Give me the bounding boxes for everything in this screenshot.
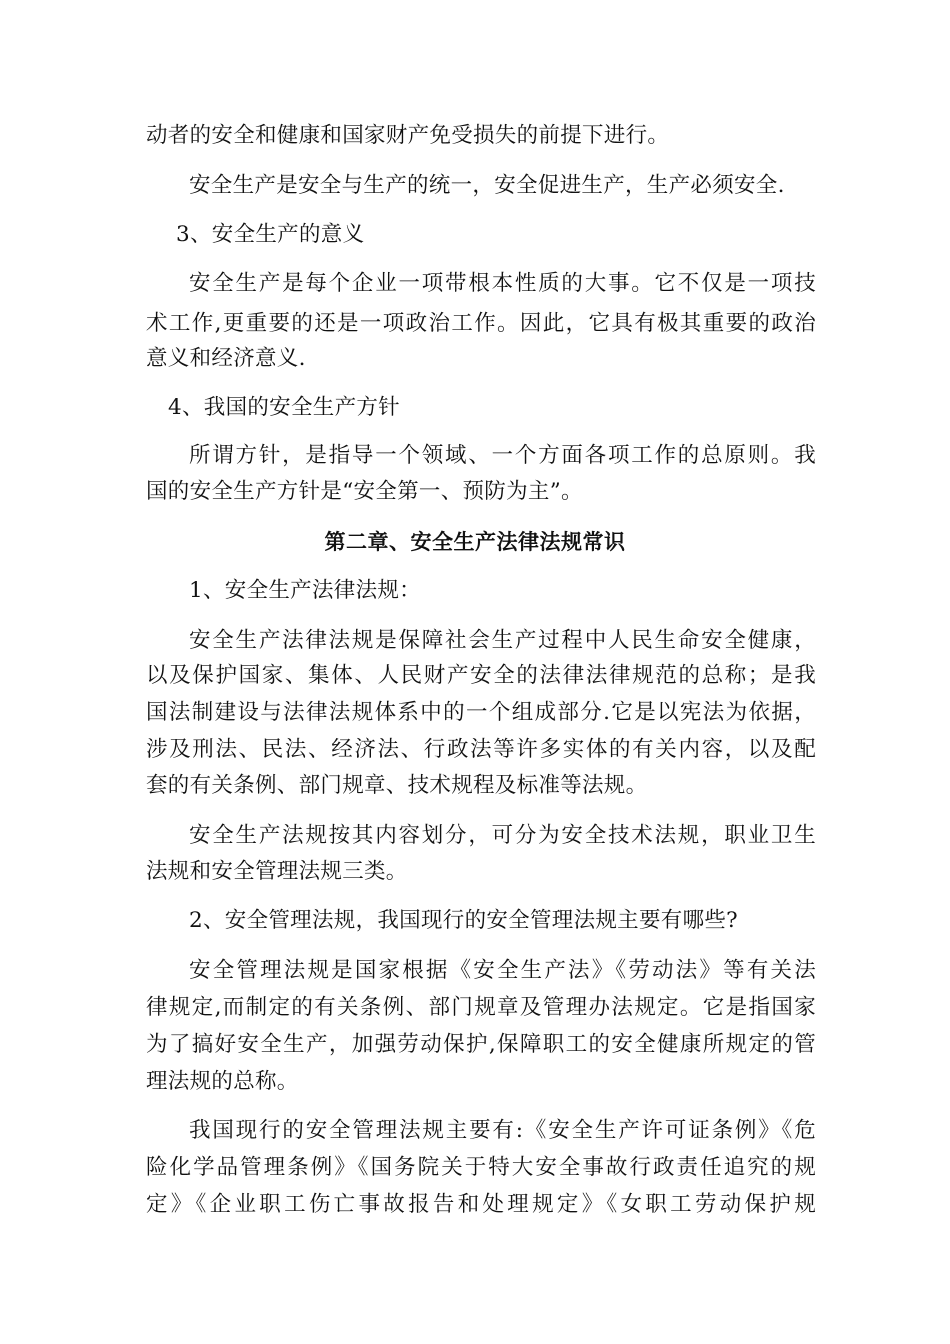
paragraph-line: 法规和安全管理法规三类。: [146, 859, 408, 884]
paragraph-line: 安全生产法规按其内容划分，可分为安全技术法规，职业卫生: [189, 823, 816, 848]
paragraph-line: 国法制建设与法律法规体系中的一个组成部分.它是以宪法为依据，: [146, 700, 816, 725]
paragraph-line: 涉及刑法、民法、经济法、行政法等许多实体的有关内容，以及配: [146, 737, 816, 762]
paragraph-line: 意义和经济意义.: [146, 346, 306, 371]
section-heading: 2、安全管理法规，我国现行的安全管理法规主要有哪些?: [189, 908, 739, 933]
paragraph-line: 术工作,更重要的还是一项政治工作。因此，它具有极其重要的政治: [146, 311, 816, 336]
paragraph-line: 安全管理法规是国家根据《安全生产法》《劳动法》等有关法: [189, 958, 816, 983]
paragraph-line: 国的安全生产方针是“安全第一、预防为主”。: [146, 479, 583, 504]
paragraph-line: 动者的安全和健康和国家财产免受损失的前提下进行。: [146, 123, 670, 148]
paragraph-line: 定》《企业职工伤亡事故报告和处理规定》《女职工劳动保护规: [146, 1192, 816, 1217]
paragraph-line: 为了搞好安全生产，加强劳动保护,保障职工的安全健康所规定的管: [146, 1032, 816, 1057]
paragraph-line: 安全生产法律法规是保障社会生产过程中人民生命安全健康，: [189, 628, 816, 653]
section-heading: 3、安全生产的意义: [176, 222, 365, 247]
paragraph-line: 以及保护国家、集体、人民财产安全的法律法律规范的总称；是我: [146, 663, 816, 688]
chapter-title: 第二章、安全生产法律法规常识: [324, 530, 626, 554]
paragraph-line: 套的有关条例、部门规章、技术规程及标准等法规。: [146, 773, 648, 798]
paragraph-line: 理法规的总称。: [146, 1069, 299, 1094]
paragraph-line: 安全生产是安全与生产的统一，安全促进生产，生产必须安全.: [189, 173, 785, 198]
paragraph-line: 我国现行的安全管理法规主要有:《安全生产许可证条例》《危: [189, 1118, 816, 1143]
paragraph-line: 律规定,而制定的有关条例、部门规章及管理办法规定。它是指国家: [146, 995, 816, 1020]
section-heading: 4、我国的安全生产方针: [168, 395, 400, 420]
paragraph-line: 所谓方针，是指导一个领域、一个方面各项工作的总原则。我: [189, 443, 816, 468]
paragraph-line: 险化学品管理条例》《国务院关于特大安全事故行政责任追究的规: [146, 1155, 816, 1180]
section-heading: 1、安全生产法律法规：: [189, 578, 421, 603]
paragraph-line: 安全生产是每个企业一项带根本性质的大事。它不仅是一项技: [189, 271, 816, 296]
